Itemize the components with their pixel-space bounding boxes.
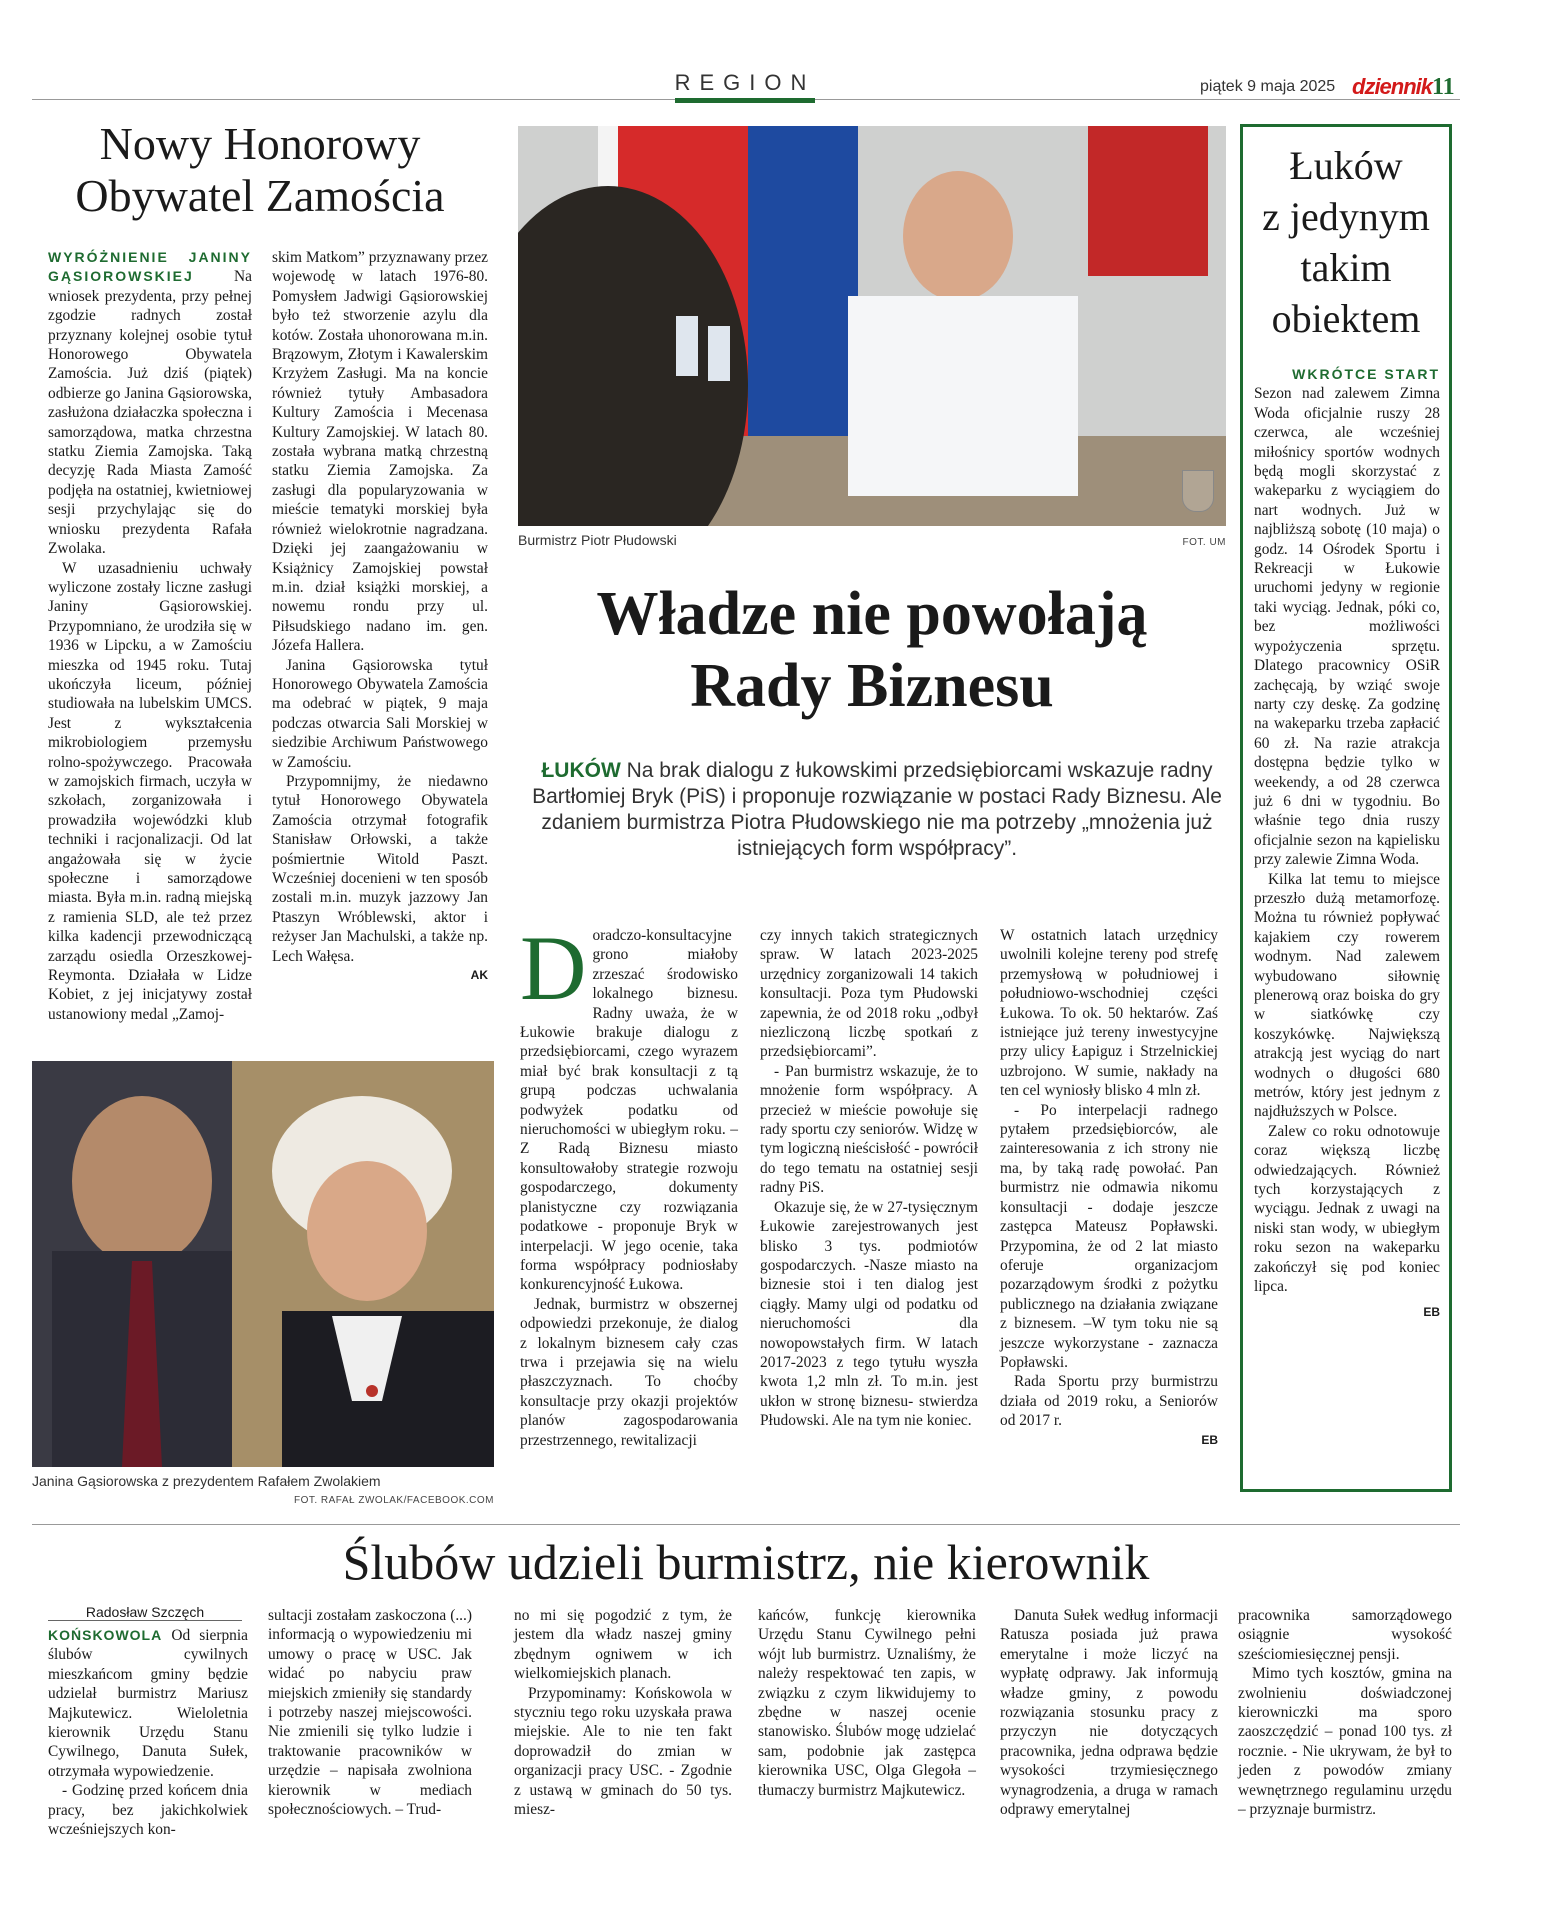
zamosc-photo [32, 1061, 494, 1467]
brand-logo: dziennik [1352, 74, 1433, 99]
zamosc-title-line1: Nowy Honorowy [99, 118, 421, 169]
sidebar-paragraph: Zalew co roku odnotowuje coraz większą liczbę odwiedzających. Również tych korzystających z wyciągu. Jednak z uwagi na niski stan wody, w ubiegłym roku sezon na wakeparku zakończył się pod koniec lipca. [1254, 1122, 1440, 1296]
zamosc-photo-credit: FOT. RAFAŁ ZWOLAK/FACEBOOK.COM [293, 1495, 494, 1506]
zamosc-paragraph: skim Matkom” przyznawany przez wojewodę w latach 1976-80. Pomysłem Jadwigi Gąsiorowskiej było też stworzenie azylu dla kotów. Została uhonorowana m.in. Brązowym, Złotym i Kawalerskim Krzyżem Zasługi. Ma na koncie również tytuły Ambasadora Kultury Zamościa i Mecenasa Kultury Zamojskiej. W latach 80. została wybrana matką chrzestną statku Ziemia Zamojska. Za zasługi dla popularyzowania w mieście tematyki morskiej była również wielokrotnie nagradzana. Dzięki jej zaangażowaniu w Książnicy Zamojskiej powstał m.in. dział książki morskiej, a nowemu rondu przy ul. Piłsudskiego nadano im. gen. Józefa Hallera. [272, 249, 488, 655]
konskowola-paragraph: kańców, funkcję kierownika Urzędu Stanu Cywilnego pełni wójt lub burmistrz. Uznaliśmy, że należy respektować ten zapis, w związku z czym likwidujemy to zbędne w naszej ocenie stanowisko. Ślubów mogę udzielać sam, podobnie jak zastępca kierownika USC, Olga Glegoła – tłumaczy burmistrz Majkutewicz. [758, 1607, 976, 1799]
section-underline [675, 98, 815, 103]
zamosc-photo-caption: Janina Gąsiorowska z prezydentem Rafałem Zwolakiem [32, 1473, 381, 1489]
konskowola-column-3 [514, 1606, 732, 1819]
sidebar-title [1246, 140, 1446, 344]
zamosc-column-1 [48, 248, 252, 1024]
zamosc-signature: AK [470, 968, 488, 983]
konskowola-paragraph: pracownika samorządowego osiągnie wysokość sześciomiesięcznej pensji. [1238, 1607, 1452, 1663]
zamosc-title [32, 118, 488, 222]
konskowola-column-2 [268, 1606, 472, 1819]
lukow-column-1 [520, 917, 738, 1450]
lukow-photo-caption: Burmistrz Piotr Płudowski [518, 532, 677, 548]
city-coat-of-arms-icon [1182, 470, 1214, 512]
konskowola-paragraph: - Godzinę przed końcem dnia pracy, bez jakichkolwiek wcześniejszych kon- [48, 1782, 248, 1839]
zamosc-paragraph: Przypomnijmy, że niedawno tytuł Honorowego Obywatela Zamościa otrzymał fotografik Stanisław Orłowski, a także pośmiertnie Witold Paszt. Wcześniej docenieni w ten sposób zostali m.in. muzyk jazzowy Jan Ptaszyn Wróblewski, aktor i reżyser Jan Machulski, a także np. Lech Wałęsa. [272, 772, 488, 965]
lukow-paragraph: - Pan burmistrz wskazuje, że to mnożenie form współpracy. A przecież w mieście powołuje się rady sportu czy seniorów. Widzę w tym logiczną nieścisłość - powrócił do tego tematu na ostatniej sesji radny PiS. [760, 1062, 978, 1197]
zamosc-paragraph: Janina Gąsiorowska tytuł Honorowego Obywatela Zamościa ma odebrać w piątek, 9 maja podczas otwarcia Sali Morskiej w siedzibie Archiwum Państwowego w Zamościu. [272, 656, 488, 771]
lukow-lead [520, 758, 1234, 862]
issue-date: piątek 9 maja 2025 [1200, 78, 1336, 95]
lukow-photo [518, 126, 1226, 526]
konskowola-paragraph: sultacji zostałam zaskoczona (...) informacją o wypowiedzeniu mi umowy o pracę w USC. Jak widać po nabyciu praw miejskich zmieniły się standardy i potrzeby naszej miejscowości. Nie zmienili się tylko ludzie i traktowanie pracowników w urzędzie – napisała zwolniona kierownik w mediach społecznościowych. – Trud- [268, 1607, 472, 1819]
sidebar-title-line3: takim [1300, 245, 1392, 290]
konskowola-paragraph: Mimo tych kosztów, gmina na zwolnieniu doświadczonej kierowniczki ma sporo zaoszczędzić – ponad 100 tys. zł rocznie. - Nie ukrywam, że był to jeden z powodów zmiany wewnętrznego regulaminu urzędu – przyznaje burmistrz. [1238, 1665, 1452, 1819]
sidebar-paragraph: Sezon nad zalewem Zimna Woda oficjalnie ruszy 28 czerwca, ale wcześniej miłośnicy sportów wodnych będą mogli skorzystać z wakeparku z wyciągiem do nart wodnych. Już w najbliższą sobotę (10 maja) o godz. 14 Ośrodek Sportu i Rekreacji w Łukowie uruchomi jedyny w regionie taki wyciąg. Jednak, póki co, bez możliwości wypożyczenia sprzętu. Dlatego pracownicy OSiR zachęcają, by wziąć swoje narty czy deskę. Za godzinę na wakeparku trzeba zapłacić 60 zł. Na razie atrakcja dostępna będzie tylko w weekendy, a od 28 czerwca już 6 dni w tygodniu. Bo właśnie tego dnia ruszy oficjalnie sezon na kąpielisku przy zalewie Zimna Woda. [1254, 385, 1440, 869]
lukow-lead-text: Na brak dialogu z łukowskimi przedsiębiorcami wskazuje radny Bartłomiej Bryk (PiS) i proponuje rozwiązanie w postaci Rady Biznesu. Ale zdaniem burmistrza Piotra Płudowskiego nie ma potrzeby „mnożenia już istniejących form współpracy”. [532, 759, 1222, 860]
konskowola-column-1 [48, 1626, 248, 1839]
konskowola-column-4 [758, 1606, 976, 1800]
konskowola-paragraph: Przypominamy: Końskowola w styczniu tego roku uzyskała prawa miejskie. Ale to nie ten fakt doprowadził do zmian w organizacji pracy USC. - Zgodnie z ustawą w gminach do 50 tys. miesz- [514, 1684, 732, 1819]
lukow-paragraph: oradczo-konsultacyjne grono miałoby zrzeszać środowisko lokalnego biznesu. Radny uważa, że w Łukowie brakuje dialogu z przedsiębiorcami, czego wyrazem miał być brak konsultacji z tą grupą podczas uchwalania podwyżek podatku od nieruchomości w ubiegłym roku. – Z Radą Biznesu miasto konsultowałoby strategie rozwoju gospodarczego, dokumenty planistyczne czy rozwiązania podatkowe - proponuje Bryk w interpelacji. W jego ocenie, taka forma współpracy podniosłaby konkurencyjność Łukowa. [520, 927, 738, 1294]
konskowola-paragraph: no mi się pogodzić z tym, że jestem dla władz naszej gminy zbędnym ogniwem w ich wielkomiejskich planach. [514, 1607, 732, 1683]
lukow-signature: EB [1201, 1432, 1218, 1447]
lukow-photo-illustration [518, 126, 1226, 526]
sidebar-title-line1: Łuków [1289, 143, 1403, 188]
konskowola-paragraph: Danuta Sułek według informacji Ratusza posiada już prawa emerytalne i może liczyć na wypłatę odprawy. Jak informują władze gminy, z powodu rozwiązania stosunku pracy z przyczyn nie dotyczących pracownika, jedna odprawa będzie wysokości trzymiesięcznego wynagrodzenia, a druga w ramach odprawy emerytalnej [1000, 1607, 1218, 1819]
zamosc-photo-illustration [32, 1061, 494, 1467]
zamosc-title-line2: Obywatel Zamościa [75, 170, 445, 221]
lukow-paragraph: Rada Sportu przy burmistrzu działa od 2019 roku, a Seniorów od 2017 r. [1000, 1373, 1218, 1430]
zamosc-lead: WYRÓŻNIENIE JANINY GĄSIOROWSKIEJ [48, 249, 252, 285]
lukow-title-line1: Władze nie powołają [596, 580, 1148, 648]
konskowola-column-6 [1238, 1606, 1452, 1819]
sidebar-title-line2: z jedynym [1262, 194, 1430, 239]
zamosc-text: Na wniosek prezydenta, przy pełnej zgodzie radnych został przyznany kolejnej osobie tytuł Honorowego Obywatela Zamościa. Już dziś (piątek) odbierze go Janina Gąsiorowska, zasłużona działaczka społeczna i samorządowa, matka chrzestna statku Ziemia Zamojska. Taką decyzję Rada Miasta Zamość podjęła na ostatniej, kwietniowej sesji przychylając się do wniosku prezydenta Rafała Zwolaka. [48, 268, 252, 558]
konskowola-paragraph [48, 1626, 248, 1781]
lukow-dropcap: D [520, 917, 587, 1019]
sidebar-signature: EB [1423, 1304, 1440, 1319]
konskowola-column-5 [1000, 1606, 1218, 1819]
lukow-column-2 [760, 926, 978, 1431]
lukow-paragraph: - Po interpelacji radnego pytałem przedsiębiorców, ale zainteresowania z ich strony nie ma, by taką radę powołać. Pan burmistrz nie odmawia nikomu konsultacji - dodaje jeszcze zastępca Mateusz Popławski. Przypomina, że od 2 lat miasto oferuje organizacjom pozarządowym środki z pożytku publicznego na działania związane z biznesem. –W tym toku nie są jeszcze wykorzystane - zaznacza Popławski. [1000, 1101, 1218, 1371]
sidebar-paragraph: Kilka lat temu to miejsce przeszło dużą metamorfozę. Można tu również popływać kajakiem czy rowerem wodnym. Nad zalewem wybudowano siłownię plenerową oraz boiska do gry w siatkówkę czy koszykówkę. Największą atrakcją jest wyciąg do nart wodnych o długości 680 metrów, który jest jednym z najdłuższych w Polsce. [1254, 870, 1440, 1121]
lukow-paragraph: Okazuje się, że w 27-tysięcznym Łukowie zarejestrowanych jest blisko 3 tys. podmiotów gospodarczych. -Nasze miasto na biznesie stoi i ten dialog jest ciągły. Mamy ulgi od podatku od nieruchomości dla nowopowstałych firm. W latach 2017-2023 z tego tytułu wyszła kwota 1,2 mln zł. To m.in. jest ukłon w stronę biznesu- stwierdza Płudowski. Ale na tym nie koniec. [760, 1198, 978, 1430]
section-label: REGION [674, 70, 816, 95]
konskowola-title: Ślubów udzieli burmistrz, nie kierownik [342, 1534, 1150, 1590]
sidebar-lead: WKRÓTCE START [1292, 366, 1440, 382]
page-number: 11 [1432, 74, 1455, 100]
lukow-lead-place: ŁUKÓW [541, 759, 621, 782]
lukow-paragraph: W ostatnich latach urzędnicy uwolnili kolejne tereny pod strefę przemysłową w południowej i południowo-wschodniej części Łukowa. To ok. 50 hektarów. Zaś istniejące już tereny inwestycyjne przy ulicy Łapiguz i Strzelnickiej uzbrojono. W sumie, nakłady na ten cel wyniosły blisko 4 mln zł. [1000, 927, 1218, 1100]
zamosc-paragraph [48, 248, 252, 559]
sidebar-column [1254, 365, 1440, 1322]
lukow-title-line2: Rady Biznesu [690, 652, 1054, 720]
bottom-rule [32, 1524, 1460, 1525]
lukow-photo-credit: FOT. UM [1182, 537, 1226, 548]
lukow-paragraph: czy innych takich strategicznych spraw. W latach 2023-2025 urzędnicy zorganizowali 14 takich konsultacji. Poza tym Płudowski zapewnia, że od 2018 roku „odbył niezliczoną liczbę spotkań z przedsiębiorcami”. [760, 927, 978, 1061]
lukow-column-3 [1000, 926, 1218, 1450]
zamosc-column-2 [272, 248, 488, 985]
konskowola-lead: KOŃSKOWOLA [48, 1627, 163, 1643]
konskowola-author: Radosław Szczęch [48, 1604, 242, 1621]
zamosc-paragraph: W uzasadnieniu uchwały wyliczone zostały liczne zasługi Janiny Gąsiorowskiej. Przypomniano, że urodziła się w 1936 w Lipcku, a w Zamościu mieszka od 1945 roku. Tutaj ukończyła liceum, później studiowała na lubelskim UMCS. Jest z wykształcenia mikrobiologiem przemysłu rolno-spożywczego. Pracowała w zamojskich firmach, uczyła w szkołach, zorganizowała i prowadziła wojewódzki klub techniki i racjonalizacji. Od lat angażowała się w życie społeczne i samorządowe miasta. Była m.in. radną miejską z ramienia SLD, ale też przez kilka kadencji przewodniczącą zarządu osiedla Orzeszkowej-Reymonta. Działała w Lidze Kobiet, z jej inicjatywy został ustanowiony medal „Zamoj- [48, 559, 252, 1023]
konskowola-text: Od sierpnia ślubów cywilnych mieszkańcom gminy będzie udzielał burmistrz Mariusz Majkutewicz. Wieloletnia kierownik Urzędu Stanu Cywilnego, Danuta Sułek, otrzymała wypowiedzenie. [48, 1627, 248, 1780]
lukow-paragraph: Jednak, burmistrz w obszernej odpowiedzi przekonuje, że dialog z lokalnym biznesem cały czas trwa i przejawia się na wielu płaszczyznach. To choćby konsultacje przy okazji projektów planów zagospodarowania przestrzennego, rewitalizacji [520, 1295, 738, 1449]
lukow-title [512, 578, 1232, 722]
sidebar-title-line4: obiektem [1271, 296, 1421, 341]
